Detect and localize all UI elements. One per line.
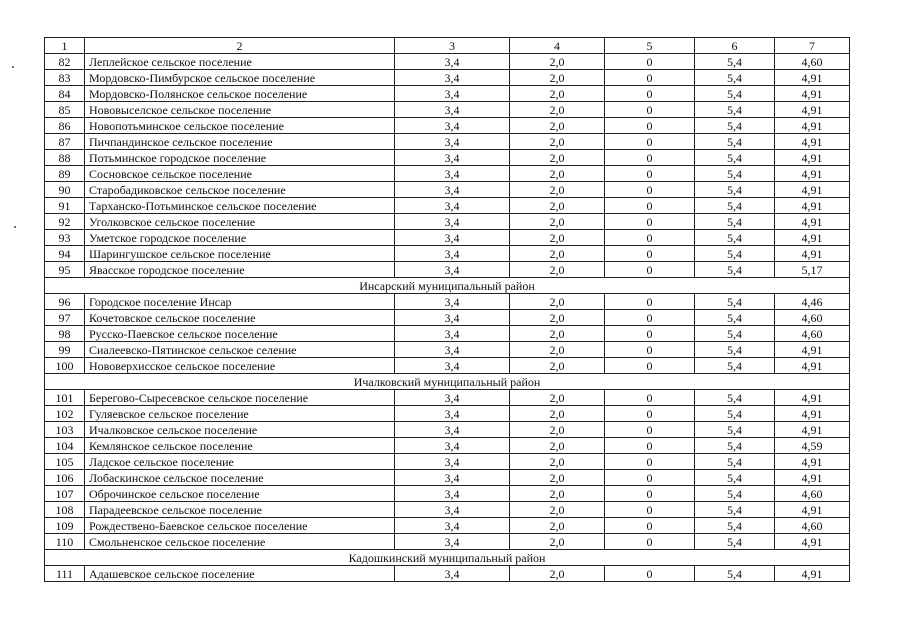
settlement-name: Оброчинское сельское поселение (85, 486, 395, 502)
value-col-6: 5,4 (695, 166, 775, 182)
row-number: 99 (45, 342, 85, 358)
section-title: Инсарский муниципальный район (45, 278, 850, 294)
value-col-5: 0 (605, 470, 695, 486)
value-col-4: 2,0 (510, 326, 605, 342)
value-col-6: 5,4 (695, 70, 775, 86)
row-number: 107 (45, 486, 85, 502)
value-col-7: 4,91 (775, 230, 850, 246)
value-col-6: 5,4 (695, 390, 775, 406)
value-col-6: 5,4 (695, 342, 775, 358)
value-col-7: 4,91 (775, 198, 850, 214)
value-col-6: 5,4 (695, 230, 775, 246)
value-col-5: 0 (605, 518, 695, 534)
row-number: 89 (45, 166, 85, 182)
value-col-7: 4,91 (775, 214, 850, 230)
value-col-3: 3,4 (395, 566, 510, 582)
table-row (45, 342, 850, 358)
value-col-6: 5,4 (695, 150, 775, 166)
value-col-3: 3,4 (395, 102, 510, 118)
value-col-4: 2,0 (510, 406, 605, 422)
row-number: 88 (45, 150, 85, 166)
value-col-3: 3,4 (395, 294, 510, 310)
value-col-6: 5,4 (695, 566, 775, 582)
table-row (45, 294, 850, 310)
value-col-3: 3,4 (395, 326, 510, 342)
value-col-6: 5,4 (695, 102, 775, 118)
row-number: 93 (45, 230, 85, 246)
value-col-5: 0 (605, 150, 695, 166)
value-col-5: 0 (605, 406, 695, 422)
settlement-name: Нововерхисское сельское поселение (85, 358, 395, 374)
value-col-4: 2,0 (510, 422, 605, 438)
value-col-3: 3,4 (395, 534, 510, 550)
row-number: 104 (45, 438, 85, 454)
table-row (45, 390, 850, 406)
settlement-name: Мордовско-Полянское сельское поселение (85, 86, 395, 102)
value-col-6: 5,4 (695, 502, 775, 518)
row-number: 84 (45, 86, 85, 102)
value-col-7: 4,91 (775, 406, 850, 422)
value-col-4: 2,0 (510, 134, 605, 150)
value-col-7: 4,91 (775, 246, 850, 262)
value-col-6: 5,4 (695, 182, 775, 198)
value-col-4: 2,0 (510, 502, 605, 518)
value-col-3: 3,4 (395, 54, 510, 70)
table-row (45, 486, 850, 502)
settlement-name: Сосновское сельское поселение (85, 166, 395, 182)
value-col-5: 0 (605, 438, 695, 454)
header-row (45, 38, 850, 54)
value-col-6: 5,4 (695, 406, 775, 422)
value-col-5: 0 (605, 534, 695, 550)
value-col-4: 2,0 (510, 390, 605, 406)
section-header-row (45, 550, 850, 566)
settlement-name: Мордовско-Пимбурское сельское поселение (85, 70, 395, 86)
settlement-name: Уголковское сельское поселение (85, 214, 395, 230)
value-col-4: 2,0 (510, 214, 605, 230)
table-row (45, 454, 850, 470)
row-number: 90 (45, 182, 85, 198)
settlement-name: Кочетовское сельское поселение (85, 310, 395, 326)
value-col-5: 0 (605, 310, 695, 326)
value-col-5: 0 (605, 230, 695, 246)
settlement-name: Русско-Паевское сельское поселение (85, 326, 395, 342)
row-number: 95 (45, 262, 85, 278)
settlement-name: Явасское городское поселение (85, 262, 395, 278)
row-number: 83 (45, 70, 85, 86)
value-col-4: 2,0 (510, 342, 605, 358)
col-header-1: 1 (45, 38, 85, 54)
value-col-6: 5,4 (695, 246, 775, 262)
row-number: 110 (45, 534, 85, 550)
value-col-7: 4,91 (775, 470, 850, 486)
value-col-5: 0 (605, 454, 695, 470)
value-col-6: 5,4 (695, 54, 775, 70)
settlement-name: Рождествено-Баевское сельское поселение (85, 518, 395, 534)
value-col-3: 3,4 (395, 438, 510, 454)
row-number: 97 (45, 310, 85, 326)
value-col-4: 2,0 (510, 454, 605, 470)
row-number: 94 (45, 246, 85, 262)
value-col-7: 4,91 (775, 150, 850, 166)
value-col-4: 2,0 (510, 486, 605, 502)
value-col-5: 0 (605, 422, 695, 438)
value-col-7: 4,60 (775, 518, 850, 534)
table-row (45, 438, 850, 454)
table-row (45, 406, 850, 422)
settlement-name: Городское поселение Инсар (85, 294, 395, 310)
value-col-5: 0 (605, 134, 695, 150)
settlement-name: Тарханско-Потьминское сельское поселение (85, 198, 395, 214)
table-row (45, 70, 850, 86)
value-col-5: 0 (605, 486, 695, 502)
value-col-4: 2,0 (510, 294, 605, 310)
value-col-7: 4,91 (775, 422, 850, 438)
settlement-name: Смольненское сельское поселение (85, 534, 395, 550)
value-col-7: 4,91 (775, 358, 850, 374)
row-number: 98 (45, 326, 85, 342)
value-col-6: 5,4 (695, 438, 775, 454)
value-col-4: 2,0 (510, 518, 605, 534)
row-number: 87 (45, 134, 85, 150)
col-header-3: 3 (395, 38, 510, 54)
value-col-4: 2,0 (510, 438, 605, 454)
value-col-3: 3,4 (395, 518, 510, 534)
table-row (45, 166, 850, 182)
value-col-5: 0 (605, 166, 695, 182)
table-row (45, 310, 850, 326)
col-header-7: 7 (775, 38, 850, 54)
row-number: 100 (45, 358, 85, 374)
table-row (45, 470, 850, 486)
section-header-row (45, 374, 850, 390)
value-col-4: 2,0 (510, 246, 605, 262)
table-row (45, 134, 850, 150)
value-col-7: 4,91 (775, 566, 850, 582)
table-row (45, 358, 850, 374)
value-col-3: 3,4 (395, 502, 510, 518)
section-title: Ичалковский муниципальный район (45, 374, 850, 390)
settlement-name: Шарингушское сельское поселение (85, 246, 395, 262)
value-col-6: 5,4 (695, 422, 775, 438)
value-col-7: 4,91 (775, 166, 850, 182)
value-col-3: 3,4 (395, 246, 510, 262)
value-col-4: 2,0 (510, 118, 605, 134)
value-col-5: 0 (605, 342, 695, 358)
table-row (45, 118, 850, 134)
value-col-7: 4,91 (775, 134, 850, 150)
value-col-4: 2,0 (510, 166, 605, 182)
value-col-3: 3,4 (395, 86, 510, 102)
value-col-6: 5,4 (695, 86, 775, 102)
row-number: 91 (45, 198, 85, 214)
value-col-4: 2,0 (510, 198, 605, 214)
value-col-4: 2,0 (510, 182, 605, 198)
table-row (45, 182, 850, 198)
settlement-name: Кемлянское сельское поселение (85, 438, 395, 454)
settlement-name: Уметское городское поселение (85, 230, 395, 246)
value-col-5: 0 (605, 390, 695, 406)
settlement-name: Парадеевское сельское поселение (85, 502, 395, 518)
value-col-4: 2,0 (510, 102, 605, 118)
value-col-7: 4,46 (775, 294, 850, 310)
scan-speck (12, 66, 14, 68)
table-row (45, 422, 850, 438)
row-number: 102 (45, 406, 85, 422)
value-col-6: 5,4 (695, 486, 775, 502)
value-col-3: 3,4 (395, 214, 510, 230)
row-number: 101 (45, 390, 85, 406)
value-col-5: 0 (605, 502, 695, 518)
value-col-3: 3,4 (395, 454, 510, 470)
value-col-6: 5,4 (695, 310, 775, 326)
value-col-3: 3,4 (395, 422, 510, 438)
value-col-5: 0 (605, 262, 695, 278)
value-col-6: 5,4 (695, 358, 775, 374)
value-col-7: 4,91 (775, 102, 850, 118)
table-row (45, 566, 850, 582)
table-row (45, 86, 850, 102)
value-col-7: 5,17 (775, 262, 850, 278)
table-body (45, 54, 850, 582)
value-col-5: 0 (605, 214, 695, 230)
row-number: 82 (45, 54, 85, 70)
value-col-5: 0 (605, 246, 695, 262)
value-col-5: 0 (605, 54, 695, 70)
scan-speck (14, 226, 16, 228)
settlement-name: Берегово-Сыресевское сельское поселение (85, 390, 395, 406)
value-col-3: 3,4 (395, 118, 510, 134)
value-col-5: 0 (605, 198, 695, 214)
row-number: 86 (45, 118, 85, 134)
value-col-7: 4,91 (775, 534, 850, 550)
value-col-4: 2,0 (510, 566, 605, 582)
row-number: 106 (45, 470, 85, 486)
value-col-7: 4,91 (775, 390, 850, 406)
settlement-name: Ладское сельское поселение (85, 454, 395, 470)
settlement-name: Старобадиковское сельское поселение (85, 182, 395, 198)
value-col-5: 0 (605, 102, 695, 118)
value-col-3: 3,4 (395, 470, 510, 486)
value-col-4: 2,0 (510, 150, 605, 166)
value-col-6: 5,4 (695, 214, 775, 230)
value-col-3: 3,4 (395, 406, 510, 422)
col-header-2: 2 (85, 38, 395, 54)
value-col-7: 4,91 (775, 502, 850, 518)
value-col-7: 4,60 (775, 54, 850, 70)
value-col-4: 2,0 (510, 358, 605, 374)
section-title: Кадошкинский муниципальный район (45, 550, 850, 566)
table-row (45, 326, 850, 342)
value-col-7: 4,91 (775, 70, 850, 86)
table-row (45, 502, 850, 518)
value-col-3: 3,4 (395, 182, 510, 198)
value-col-3: 3,4 (395, 230, 510, 246)
value-col-6: 5,4 (695, 118, 775, 134)
row-number: 108 (45, 502, 85, 518)
value-col-5: 0 (605, 358, 695, 374)
value-col-7: 4,91 (775, 342, 850, 358)
row-number: 92 (45, 214, 85, 230)
value-col-3: 3,4 (395, 486, 510, 502)
row-number: 109 (45, 518, 85, 534)
settlement-name: Новопотьминское сельское поселение (85, 118, 395, 134)
value-col-6: 5,4 (695, 262, 775, 278)
settlement-name: Ичалковское сельское поселение (85, 422, 395, 438)
value-col-6: 5,4 (695, 294, 775, 310)
value-col-7: 4,91 (775, 454, 850, 470)
value-col-3: 3,4 (395, 342, 510, 358)
value-col-3: 3,4 (395, 70, 510, 86)
value-col-4: 2,0 (510, 262, 605, 278)
value-col-5: 0 (605, 70, 695, 86)
value-col-4: 2,0 (510, 86, 605, 102)
settlement-name: Гуляевское сельское поселение (85, 406, 395, 422)
table-row (45, 230, 850, 246)
value-col-7: 4,91 (775, 86, 850, 102)
value-col-6: 5,4 (695, 518, 775, 534)
value-col-7: 4,60 (775, 326, 850, 342)
row-number: 105 (45, 454, 85, 470)
value-col-6: 5,4 (695, 326, 775, 342)
table-row (45, 102, 850, 118)
settlement-name: Адашевское сельское поселение (85, 566, 395, 582)
value-col-3: 3,4 (395, 262, 510, 278)
row-number: 96 (45, 294, 85, 310)
value-col-5: 0 (605, 326, 695, 342)
section-header-row (45, 278, 850, 294)
value-col-6: 5,4 (695, 134, 775, 150)
value-col-3: 3,4 (395, 358, 510, 374)
value-col-3: 3,4 (395, 166, 510, 182)
value-col-5: 0 (605, 118, 695, 134)
value-col-3: 3,4 (395, 150, 510, 166)
value-col-6: 5,4 (695, 198, 775, 214)
table-row (45, 262, 850, 278)
table-row (45, 518, 850, 534)
row-number: 111 (45, 566, 85, 582)
value-col-4: 2,0 (510, 70, 605, 86)
value-col-5: 0 (605, 182, 695, 198)
value-col-6: 5,4 (695, 470, 775, 486)
col-header-6: 6 (695, 38, 775, 54)
value-col-7: 4,91 (775, 182, 850, 198)
settlement-name: Сиалеевско-Пятинское сельское селение (85, 342, 395, 358)
table-row (45, 150, 850, 166)
row-number: 85 (45, 102, 85, 118)
data-table (44, 37, 850, 582)
settlement-name: Лобаскинское сельское поселение (85, 470, 395, 486)
value-col-6: 5,4 (695, 534, 775, 550)
row-number: 103 (45, 422, 85, 438)
value-col-4: 2,0 (510, 534, 605, 550)
value-col-7: 4,60 (775, 486, 850, 502)
value-col-5: 0 (605, 294, 695, 310)
table-row (45, 246, 850, 262)
value-col-4: 2,0 (510, 230, 605, 246)
value-col-6: 5,4 (695, 454, 775, 470)
settlement-name: Нововыселское сельское поселение (85, 102, 395, 118)
value-col-3: 3,4 (395, 390, 510, 406)
value-col-4: 2,0 (510, 310, 605, 326)
value-col-7: 4,59 (775, 438, 850, 454)
value-col-5: 0 (605, 86, 695, 102)
settlement-name: Пичпандинское сельское поселение (85, 134, 395, 150)
table-row (45, 54, 850, 70)
value-col-3: 3,4 (395, 134, 510, 150)
table-row (45, 214, 850, 230)
table-row (45, 198, 850, 214)
value-col-7: 4,60 (775, 310, 850, 326)
value-col-7: 4,91 (775, 118, 850, 134)
value-col-3: 3,4 (395, 198, 510, 214)
value-col-4: 2,0 (510, 54, 605, 70)
value-col-4: 2,0 (510, 470, 605, 486)
value-col-3: 3,4 (395, 310, 510, 326)
col-header-5: 5 (605, 38, 695, 54)
settlement-name: Леплейское сельское поселение (85, 54, 395, 70)
settlement-name: Потьминское городское поселение (85, 150, 395, 166)
value-col-5: 0 (605, 566, 695, 582)
col-header-4: 4 (510, 38, 605, 54)
table-row (45, 534, 850, 550)
